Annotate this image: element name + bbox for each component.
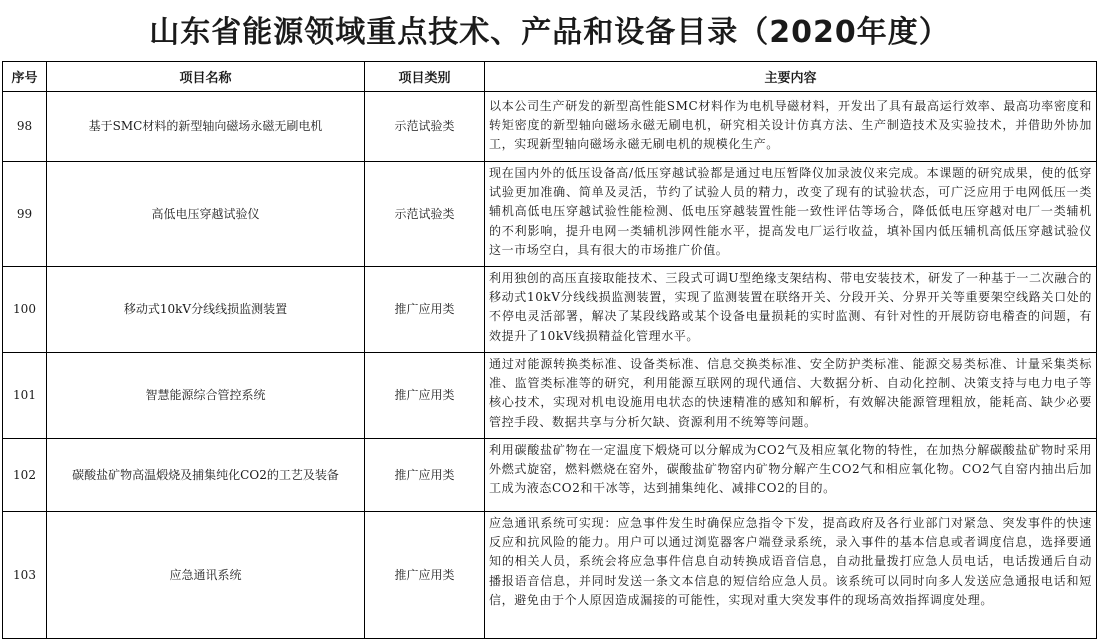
cell-no: 98: [3, 92, 47, 162]
document-title: 山东省能源领域重点技术、产品和设备目录（2020年度）: [149, 15, 950, 50]
table-header-row: [3, 62, 1097, 92]
cell-category: 推广应用类: [365, 439, 485, 512]
header-content: 主要内容: [485, 62, 1097, 92]
cell-name: 应急通讯系统: [47, 512, 365, 639]
table-row: [3, 512, 1097, 639]
table-row: [3, 162, 1097, 267]
cell-category: 推广应用类: [365, 353, 485, 439]
table-row: [3, 353, 1097, 439]
cell-content: 利用碳酸盐矿物在一定温度下煅烧可以分解成为CO2气及相应氧化物的特性，在加热分解碳酸盐矿物时采用外燃式旋窑，燃料燃烧在窑外，碳酸盐矿物窑内矿物分解产生CO2气和相应氧化物。CO2气自窑内抽出后加工成为液态CO2和干冰等，达到捕集纯化、减排CO2的目的。: [485, 439, 1097, 512]
cell-category: 推广应用类: [365, 512, 485, 639]
cell-no: 99: [3, 162, 47, 267]
catalog-table: [2, 61, 1097, 639]
cell-name: 基于SMC材料的新型轴向磁场永磁无刷电机: [47, 92, 365, 162]
cell-no: 102: [3, 439, 47, 512]
header-category: 项目类别: [365, 62, 485, 92]
header-name: 项目名称: [47, 62, 365, 92]
cell-no: 103: [3, 512, 47, 639]
cell-content: 现在国内外的低压设备高/低压穿越试验都是通过电压暂降仪加录波仪来完成。本课题的研究成果，使的低穿试验更加准确、简单及灵活，节约了试验人员的精力，改变了现有的试验状态，可广泛应用于电网低压一类辅机高低电压穿越试验性能检测、低电压穿越装置性能一致性评估等场合，降低低电压穿越对电厂一类辅机的不利影响，提升电网一类辅机涉网性能水平，提高发电厂运行收益，填补国内低压辅机高低压穿越试验仪这一市场空白，具有很大的市场推广价值。: [485, 162, 1097, 267]
cell-category: 示范试验类: [365, 92, 485, 162]
cell-name: 移动式10kV分线线损监测装置: [47, 267, 365, 353]
cell-name: 碳酸盐矿物高温煅烧及捕集纯化CO2的工艺及装备: [47, 439, 365, 512]
cell-category: 推广应用类: [365, 267, 485, 353]
table-row: [3, 439, 1097, 512]
cell-content: 应急通讯系统可实现：应急事件发生时确保应急指令下发，提高政府及各行业部门对紧急、突发事件的快速反应和抗风险的能力。用户可以通过浏览器客户端登录系统，录入事件的基本信息或者调度信息，选择要通知的相关人员，系统会将应急事件信息自动转换成语音信息，自动批量拨打应急人员电话，电话拨通后自动播报语音信息，并同时发送一条文本信息的短信给应急人员。该系统可以同时向多人发送应急通报电话和短信，避免由于个人原因造成漏接的可能性，实现对重大突发事件的现场高效指挥调度处理。: [485, 512, 1097, 639]
cell-category: 示范试验类: [365, 162, 485, 267]
cell-name: 高低电压穿越试验仪: [47, 162, 365, 267]
table-row: [3, 267, 1097, 353]
cell-content: 利用独创的高压直接取能技术、三段式可调U型绝缘支架结构、带电安装技术，研发了一种基于一二次融合的移动式10kV分线线损监测装置，实现了监测装置在联络开关、分段开关、分界开关等重要架空线路关口处的不停电灵活部署，解决了某段线路或某个设备电量损耗的实时监测、有针对性的开展防窃电稽查的问题，有效提升了10kV线损精益化管理水平。: [485, 267, 1097, 353]
cell-name: 智慧能源综合管控系统: [47, 353, 365, 439]
cell-no: 100: [3, 267, 47, 353]
cell-content: 以本公司生产研发的新型高性能SMC材料作为电机导磁材料，开发出了具有最高运行效率、最高功率密度和转矩密度的新型轴向磁场永磁无刷电机，研究相关设计仿真方法、生产制造技术及实验技术，并借助外协加工，实现新型轴向磁场永磁无刷电机的规模化生产。: [485, 92, 1097, 162]
cell-content: 通过对能源转换类标准、设备类标准、信息交换类标准、安全防护类标准、能源交易类标准、计量采集类标准、监管类标准等的研究，利用能源互联网的现代通信、大数据分析、自动化控制、决策支持与电力电子等核心技术，实现对机电设施用电状态的快速精准的感知和解析，有效解决能源管理粗放，能耗高、缺少必要管控手段、数据共享与分析欠缺、资源利用不统筹等问题。: [485, 353, 1097, 439]
cell-no: 101: [3, 353, 47, 439]
table-row: [3, 92, 1097, 162]
header-no: 序号: [3, 62, 47, 92]
